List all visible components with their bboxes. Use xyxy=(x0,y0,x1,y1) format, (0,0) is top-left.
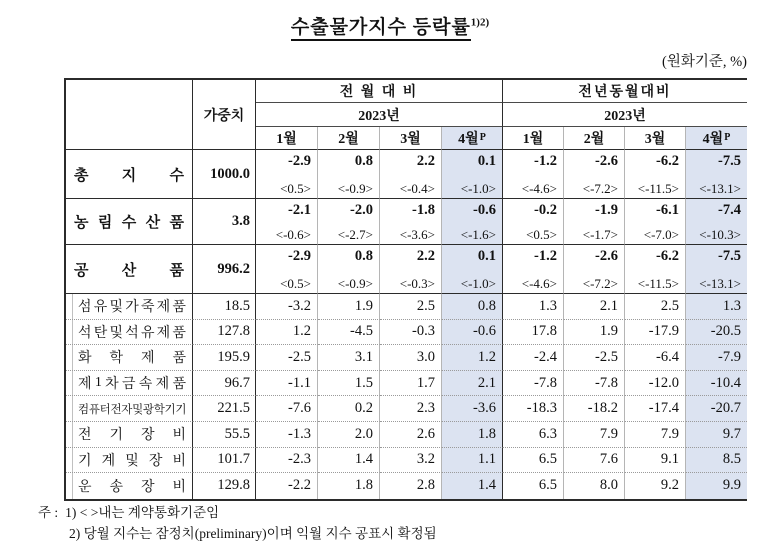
yoy-value-cell xyxy=(625,150,686,199)
yoy-value-cell: 2.1 xyxy=(564,294,625,320)
contract-currency-rate: <-0.4> xyxy=(399,181,435,196)
month-header: 4월 P xyxy=(686,127,747,150)
item-name-text: 운 송 장 비 xyxy=(78,479,186,495)
contract-currency-rate: <-13.1> xyxy=(699,276,741,291)
mom-value-cell: 1.8 xyxy=(442,422,503,448)
change-rate: -7.5 xyxy=(718,248,741,264)
contract-currency-rate: <-11.5> xyxy=(637,181,679,196)
item-name-text: 전 기 장 비 xyxy=(78,428,186,444)
footnote-prefix: 주 : xyxy=(38,505,59,520)
change-rate: -1.2 xyxy=(534,153,557,169)
item-name-text: 총 지 수 xyxy=(74,167,184,184)
item-weight: 129.8 xyxy=(193,473,256,499)
contract-currency-rate: <-1.6> xyxy=(460,227,496,242)
change-rate: -2.1 xyxy=(288,202,311,218)
mom-value-cell: 1.7 xyxy=(380,371,442,397)
mom-value-cell xyxy=(256,199,318,245)
mom-value-cell xyxy=(380,245,442,294)
yoy-value-cell xyxy=(686,199,747,245)
preliminary-mark: P xyxy=(479,132,486,143)
yoy-value-cell: -17.4 xyxy=(625,396,686,422)
yoy-value-cell: 7.6 xyxy=(564,448,625,474)
weight-column-header: 가중치 xyxy=(193,80,256,150)
yoy-value-cell: -10.4 xyxy=(686,371,747,397)
preliminary-mark: P xyxy=(724,132,731,143)
mom-value-cell: 3.0 xyxy=(380,345,442,371)
yoy-value-cell: -6.4 xyxy=(625,345,686,371)
yoy-value-cell: 9.1 xyxy=(625,448,686,474)
yoy-value-cell: -12.0 xyxy=(625,371,686,397)
yoy-value-cell: -20.5 xyxy=(686,320,747,346)
yoy-value-cell: 8.0 xyxy=(564,473,625,499)
yoy-value-cell: -17.9 xyxy=(625,320,686,346)
item-weight: 101.7 xyxy=(193,448,256,474)
yoy-value-cell: 9.7 xyxy=(686,422,747,448)
contract-currency-rate: <-10.3> xyxy=(699,227,741,242)
yoy-value-cell: -7.8 xyxy=(503,371,564,397)
mom-value-cell xyxy=(256,245,318,294)
month-header: 1월 xyxy=(503,127,564,150)
item-name xyxy=(66,396,193,422)
item-weight: 221.5 xyxy=(193,396,256,422)
change-rate: -2.9 xyxy=(288,248,311,264)
contract-currency-rate: <-7.2> xyxy=(582,276,618,291)
title-footnote-marks: 1)2) xyxy=(470,16,490,29)
year-header: 2023년 xyxy=(503,103,747,127)
month-header: 4월 P xyxy=(442,127,503,150)
contract-currency-rate: <-0.9> xyxy=(337,181,373,196)
change-rate: 0.1 xyxy=(477,248,496,264)
yoy-value-cell: 8.5 xyxy=(686,448,747,474)
mom-value-cell: -1.1 xyxy=(256,371,318,397)
mom-value-cell: 2.6 xyxy=(380,422,442,448)
mom-value-cell: -1.3 xyxy=(256,422,318,448)
change-rate: 0.8 xyxy=(354,248,373,264)
item-name xyxy=(66,320,193,346)
mom-value-cell: 3.1 xyxy=(318,345,380,371)
title-text: 수출물가지수 등락률 xyxy=(291,17,471,41)
change-rate: -0.2 xyxy=(534,202,557,218)
mom-value-cell xyxy=(442,150,503,199)
change-rate: -1.9 xyxy=(595,202,618,218)
contract-currency-rate: <-1.7> xyxy=(582,227,618,242)
month-header: 2월 xyxy=(564,127,625,150)
mom-value-cell xyxy=(256,150,318,199)
change-rate: -2.0 xyxy=(350,202,373,218)
yoy-value-cell xyxy=(564,245,625,294)
change-rate: -2.9 xyxy=(288,153,311,169)
mom-value-cell xyxy=(318,150,380,199)
yoy-value-cell xyxy=(625,199,686,245)
yoy-value-cell: 9.9 xyxy=(686,473,747,499)
yoy-value-cell xyxy=(625,245,686,294)
contract-currency-rate: <-1.0> xyxy=(460,181,496,196)
mom-value-cell: 1.1 xyxy=(442,448,503,474)
contract-currency-rate: <0.5> xyxy=(280,276,311,291)
yoy-value-cell: -18.3 xyxy=(503,396,564,422)
period-group-header: 전 월 대 비 xyxy=(256,80,503,103)
change-rate: -6.2 xyxy=(656,153,679,169)
item-weight: 3.8 xyxy=(193,199,256,245)
mom-value-cell: 1.9 xyxy=(318,294,380,320)
table-corner-cell xyxy=(66,80,193,150)
change-rate: -2.6 xyxy=(595,153,618,169)
change-rate: -6.2 xyxy=(656,248,679,264)
yoy-value-cell xyxy=(686,245,747,294)
contract-currency-rate: <-3.6> xyxy=(399,227,435,242)
item-name xyxy=(66,199,193,245)
item-name xyxy=(66,294,193,320)
mom-value-cell: 1.4 xyxy=(318,448,380,474)
yoy-value-cell: -18.2 xyxy=(564,396,625,422)
mom-value-cell xyxy=(380,199,442,245)
item-weight: 18.5 xyxy=(193,294,256,320)
item-name-text: 기 계 및 장 비 xyxy=(78,453,186,469)
item-weight: 96.7 xyxy=(193,371,256,397)
mom-value-cell: -2.5 xyxy=(256,345,318,371)
item-name-text: 공 산 품 xyxy=(74,262,184,279)
yoy-value-cell: -20.7 xyxy=(686,396,747,422)
yoy-value-cell: 2.5 xyxy=(625,294,686,320)
unit-label: (원화기준, %) xyxy=(661,54,747,70)
item-name xyxy=(66,473,193,499)
mom-value-cell xyxy=(442,199,503,245)
mom-value-cell: 2.1 xyxy=(442,371,503,397)
yoy-value-cell xyxy=(564,199,625,245)
mom-value-cell: -2.2 xyxy=(256,473,318,499)
month-header: 1월 xyxy=(256,127,318,150)
footnote-2-text: 2) 당월 지수는 잠정치(preliminary)이며 익월 지수 공표시 확정됨 xyxy=(69,525,437,541)
change-rate: 0.8 xyxy=(354,153,373,169)
contract-currency-rate: <-7.2> xyxy=(582,181,618,196)
item-name-text: 화 학 제 품 xyxy=(78,351,186,367)
contract-currency-rate: <0.5> xyxy=(526,227,557,242)
item-name xyxy=(66,422,193,448)
change-rate: -1.8 xyxy=(412,202,435,218)
item-name-text: 제 1 차 금 속 제 품 xyxy=(78,375,186,393)
item-name xyxy=(66,371,193,397)
yoy-value-cell xyxy=(564,150,625,199)
mom-value-cell xyxy=(442,245,503,294)
change-rate: -2.6 xyxy=(595,248,618,264)
yoy-value-cell xyxy=(503,150,564,199)
mom-value-cell: 1.2 xyxy=(256,320,318,346)
yoy-value-cell: 1.3 xyxy=(686,294,747,320)
contract-currency-rate: <-1.0> xyxy=(460,276,496,291)
change-rate: -0.6 xyxy=(473,202,496,218)
yoy-value-cell: 1.3 xyxy=(503,294,564,320)
mom-value-cell: 1.2 xyxy=(442,345,503,371)
item-weight: 195.9 xyxy=(193,345,256,371)
change-rate: 2.2 xyxy=(416,248,435,264)
contract-currency-rate: <-0.6> xyxy=(275,227,311,242)
item-name-text: 섬 유 및 가 죽 제 품 xyxy=(78,300,186,316)
mom-value-cell xyxy=(318,245,380,294)
change-rate: 0.1 xyxy=(477,153,496,169)
item-weight: 55.5 xyxy=(193,422,256,448)
change-rate: -7.5 xyxy=(718,153,741,169)
footnotes xyxy=(38,503,437,545)
yoy-value-cell: -2.4 xyxy=(503,345,564,371)
yoy-value-cell xyxy=(686,150,747,199)
mom-value-cell: -3.2 xyxy=(256,294,318,320)
contract-currency-rate: <0.5> xyxy=(280,181,311,196)
yoy-value-cell: 17.8 xyxy=(503,320,564,346)
year-header: 2023년 xyxy=(256,103,503,127)
month-header: 2월 xyxy=(318,127,380,150)
item-name xyxy=(66,245,193,294)
yoy-value-cell: 7.9 xyxy=(625,422,686,448)
yoy-value-cell: 7.9 xyxy=(564,422,625,448)
change-rate: -6.1 xyxy=(656,202,679,218)
mom-value-cell xyxy=(380,150,442,199)
mom-value-cell: -0.3 xyxy=(380,320,442,346)
footnote-1-text: 1) < >내는 계약통화기준임 xyxy=(65,505,220,520)
yoy-value-cell xyxy=(503,245,564,294)
footnote-line-1 xyxy=(38,503,437,524)
contract-currency-rate: <-0.3> xyxy=(399,276,435,291)
mom-value-cell: 1.8 xyxy=(318,473,380,499)
change-rate: 2.2 xyxy=(416,153,435,169)
yoy-value-cell: 6.3 xyxy=(503,422,564,448)
mom-value-cell: 1.4 xyxy=(442,473,503,499)
item-name xyxy=(66,345,193,371)
mom-value-cell: -2.3 xyxy=(256,448,318,474)
page-title xyxy=(0,12,780,39)
yoy-value-cell xyxy=(503,199,564,245)
mom-value-cell: 1.5 xyxy=(318,371,380,397)
yoy-value-cell: -2.5 xyxy=(564,345,625,371)
mom-value-cell: -4.5 xyxy=(318,320,380,346)
contract-currency-rate: <-2.7> xyxy=(337,227,373,242)
mom-value-cell: -3.6 xyxy=(442,396,503,422)
mom-value-cell: 2.3 xyxy=(380,396,442,422)
item-name xyxy=(66,448,193,474)
yoy-value-cell: -7.9 xyxy=(686,345,747,371)
item-name-text: 석 탄 및 석 유 제 품 xyxy=(78,325,186,341)
mom-value-cell: 0.8 xyxy=(442,294,503,320)
mom-value-cell xyxy=(318,199,380,245)
yoy-value-cell: 6.5 xyxy=(503,473,564,499)
yoy-value-cell: 6.5 xyxy=(503,448,564,474)
mom-value-cell: -7.6 xyxy=(256,396,318,422)
item-name-text: 농 림 수 산 품 xyxy=(74,215,184,231)
mom-value-cell: 2.5 xyxy=(380,294,442,320)
item-name-text: 컴 퓨 터 전 자 및 광 학 기 기 xyxy=(78,403,186,416)
item-name xyxy=(66,150,193,199)
yoy-value-cell: 1.9 xyxy=(564,320,625,346)
change-rate: -1.2 xyxy=(534,248,557,264)
yoy-value-cell: -7.8 xyxy=(564,371,625,397)
month-header: 3월 xyxy=(625,127,686,150)
contract-currency-rate: <-4.6> xyxy=(521,276,557,291)
mom-value-cell: 3.2 xyxy=(380,448,442,474)
contract-currency-rate: <-13.1> xyxy=(699,181,741,196)
month-header: 3월 xyxy=(380,127,442,150)
item-weight: 996.2 xyxy=(193,245,256,294)
mom-value-cell: 0.2 xyxy=(318,396,380,422)
change-rate: -7.4 xyxy=(718,202,741,218)
period-group-header: 전년동월대비 xyxy=(503,80,747,103)
item-weight: 1000.0 xyxy=(193,150,256,199)
contract-currency-rate: <-4.6> xyxy=(521,181,557,196)
item-weight: 127.8 xyxy=(193,320,256,346)
index-table xyxy=(64,78,747,501)
mom-value-cell: 2.0 xyxy=(318,422,380,448)
contract-currency-rate: <-7.0> xyxy=(643,227,679,242)
contract-currency-rate: <-11.5> xyxy=(637,276,679,291)
yoy-value-cell: 9.2 xyxy=(625,473,686,499)
mom-value-cell: -0.6 xyxy=(442,320,503,346)
contract-currency-rate: <-0.9> xyxy=(337,276,373,291)
mom-value-cell: 2.8 xyxy=(380,473,442,499)
